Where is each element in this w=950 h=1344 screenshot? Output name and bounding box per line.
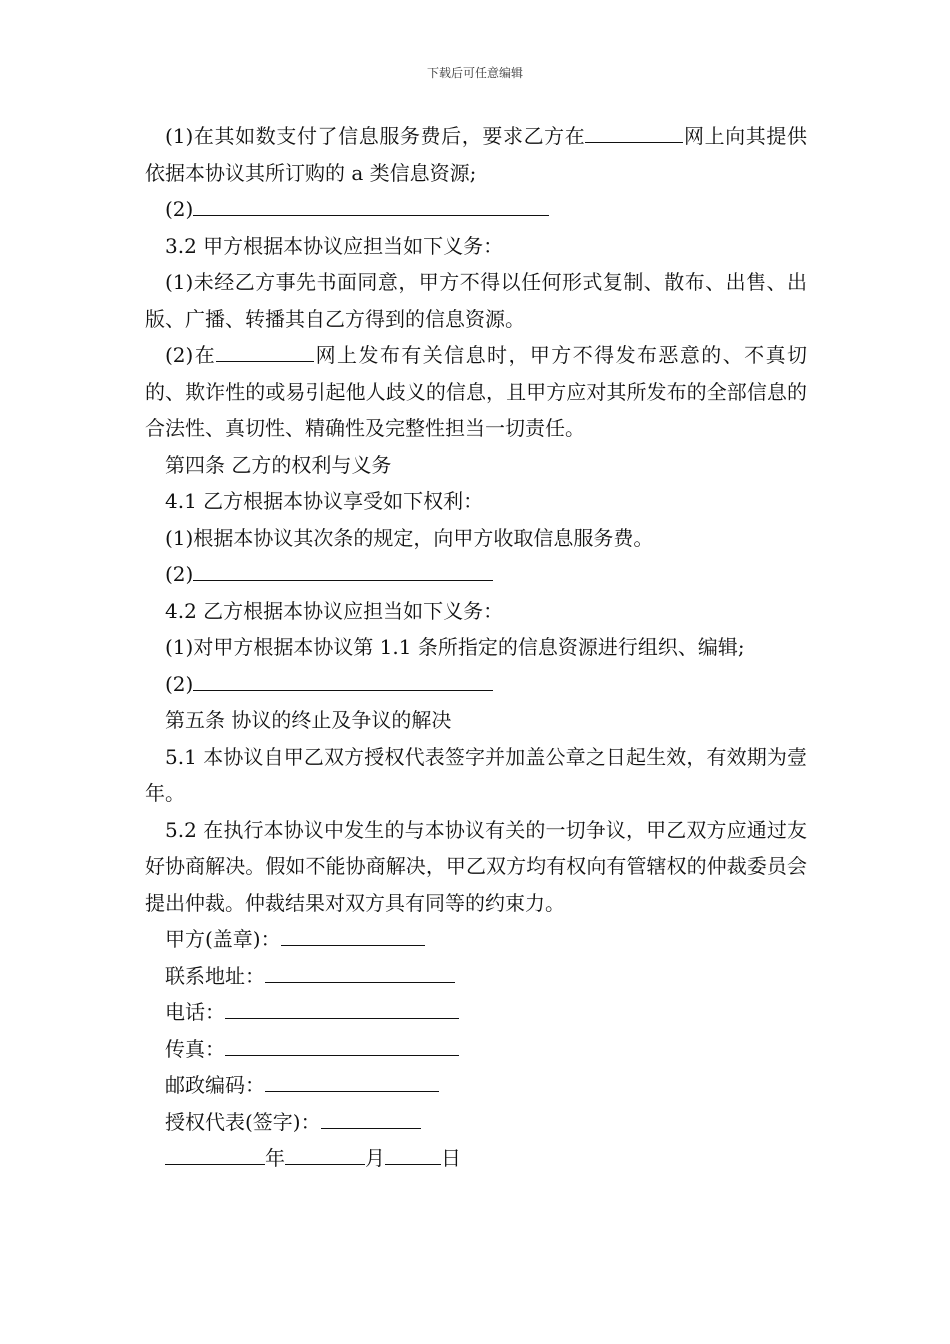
article-4-heading: 第四条 乙方的权利与义务 — [165, 452, 392, 477]
phone-blank[interactable] — [225, 996, 459, 1019]
fax-line — [145, 1031, 807, 1068]
article-5-heading: 第五条 协议的终止及争议的解决 — [165, 708, 452, 732]
clause-4-1: 4.1 乙方根据本协议享受如下权利： — [165, 489, 484, 513]
day-blank[interactable] — [385, 1142, 441, 1165]
clause-3-2: 3.2 甲方根据本协议应担当如下义务： — [165, 233, 504, 258]
paragraph-4-1-item-1: (1)根据本协议其次条的规定，向甲方收取信息服务费。 — [165, 525, 654, 550]
document-body — [145, 118, 807, 1177]
phone-line — [145, 994, 807, 1031]
field-label: 邮政编码： — [165, 1073, 265, 1097]
fill-blank[interactable] — [193, 193, 549, 216]
date-line — [145, 1140, 807, 1177]
month-blank[interactable] — [285, 1142, 365, 1165]
fill-blank[interactable] — [193, 668, 493, 691]
fax-blank[interactable] — [225, 1033, 459, 1056]
year-blank[interactable] — [165, 1142, 265, 1165]
month-label: 月 — [365, 1146, 385, 1170]
paragraph-4-2-item-2 — [145, 666, 807, 703]
contact-address-blank[interactable] — [265, 960, 455, 983]
paragraph-4-1-item-2 — [145, 556, 807, 593]
authorized-rep-blank[interactable] — [321, 1106, 421, 1129]
day-label: 日 — [441, 1146, 461, 1170]
postal-code-blank[interactable] — [265, 1069, 439, 1092]
authorized-rep-line — [145, 1104, 807, 1141]
party-a-seal-line — [145, 921, 807, 958]
paragraph-3-2-item-2 — [145, 337, 807, 447]
paragraph-text: (1)在其如数支付了信息服务费后，要求乙方在 — [165, 124, 586, 148]
paragraph-3-2-item-1: (1)未经乙方事先书面同意，甲方不得以任何形式复制、散布、出售、出版、广播、转播其自乙方得到的信息资源。 — [145, 270, 807, 331]
paragraph-text: (2) — [165, 671, 194, 696]
paragraph-text: (2) — [165, 197, 194, 221]
year-label: 年 — [265, 1146, 285, 1170]
clause-4-2: 4.2 乙方根据本协议应担当如下义务： — [165, 598, 504, 623]
fill-blank[interactable] — [585, 120, 683, 143]
paragraph-3-1-item-2 — [145, 191, 807, 228]
party-a-seal-blank[interactable] — [281, 923, 425, 946]
paragraph-text: 网上向其提供依据本协议其所订购的 a 类信息资源; — [145, 124, 807, 185]
clause-5-1: 5.1 本协议自甲乙双方授权代表签字并加盖公章之日起生效，有效期为壹年。 — [145, 744, 807, 805]
paragraph-text: (2)在 — [165, 343, 217, 367]
clause-5-2: 5.2 在执行本协议中发生的与本协议有关的一切争议，甲乙双方应通过友好协商解决。假如不能协商解决，甲乙双方均有权向有管辖权的仲裁委员会提出仲裁。仲裁结果对双方具有同等的约束力。 — [145, 817, 807, 915]
contact-address-line — [145, 958, 807, 995]
postal-code-line — [145, 1067, 807, 1104]
field-label: 授权代表(签字)： — [165, 1109, 321, 1134]
field-label: 电话： — [165, 1000, 225, 1024]
signature-block — [145, 921, 807, 1177]
paragraph-text: (2) — [165, 562, 194, 586]
paragraph-4-2-item-1: (1)对甲方根据本协议第 1.1 条所指定的信息资源进行组织、编辑; — [165, 635, 745, 659]
fill-blank[interactable] — [216, 339, 314, 362]
page-header-note: 下载后可任意编辑 — [426, 66, 523, 80]
fill-blank[interactable] — [193, 558, 493, 581]
paragraph-3-1-item-1 — [145, 118, 807, 191]
field-label: 联系地址： — [165, 963, 265, 988]
paragraph-text: 网上发布有关信息时，甲方不得发布恶意的、不真切的、欺诈性的或易引起他人歧义的信息，且甲方应对其所发布的全部信息的合法性、真切性、精确性及完整性担当一切责任。 — [145, 343, 807, 440]
field-label: 传真： — [165, 1036, 225, 1061]
field-label: 甲方(盖章)： — [165, 927, 281, 951]
